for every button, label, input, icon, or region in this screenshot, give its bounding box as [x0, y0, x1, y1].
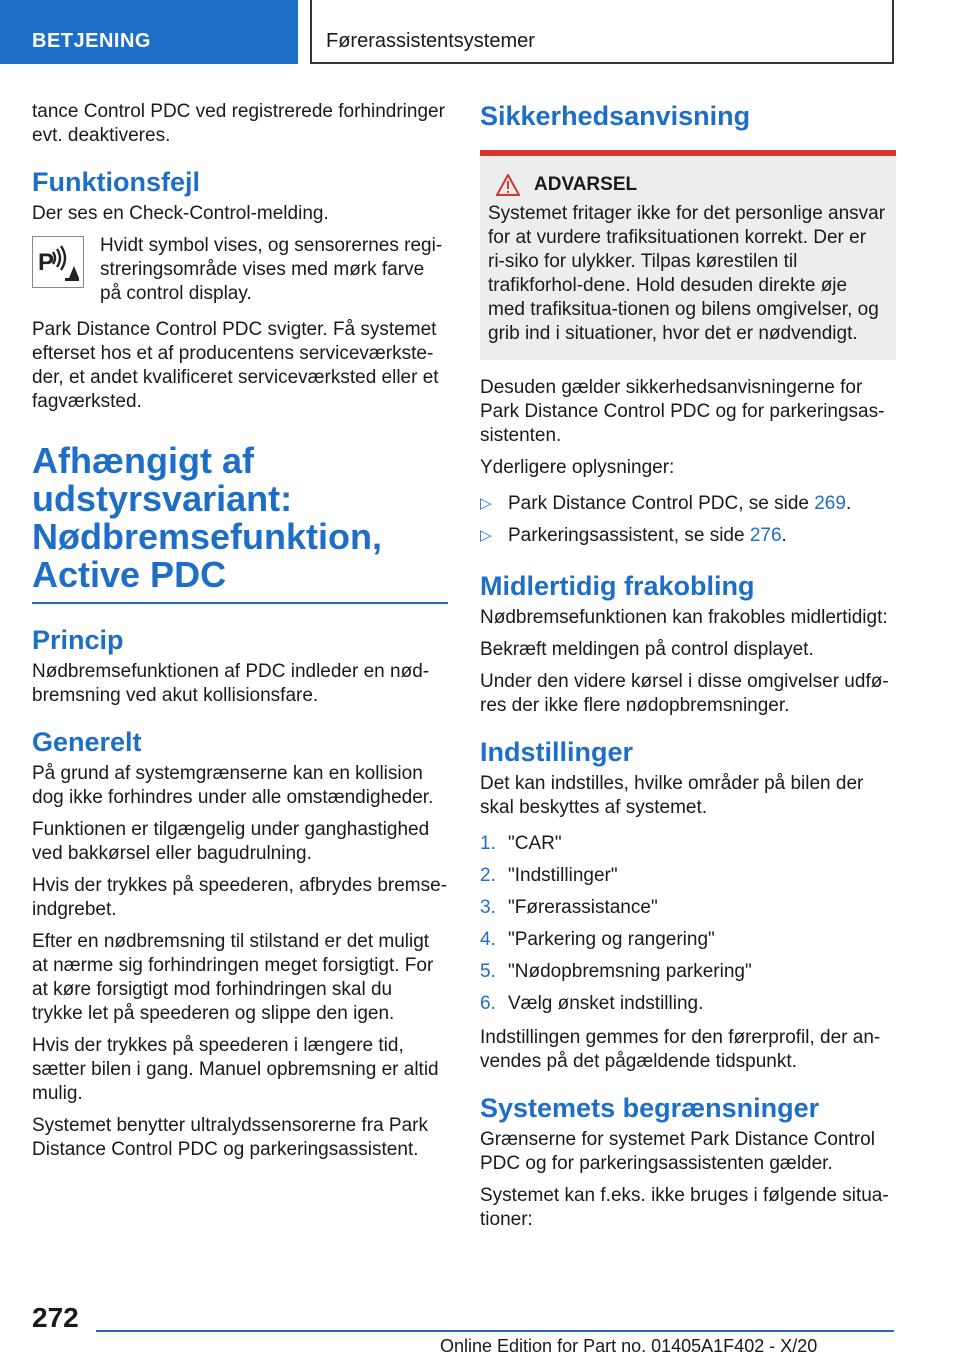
section-label: BETJENING	[32, 30, 151, 52]
page-link[interactable]: 276	[749, 525, 782, 546]
warning-text: Systemet fritager ikke for det personlige ansvar for at vurdere trafiksituationen korrekt. Der er ri-siko for ulykker. Tilpas kørestilen til trafikforhol-dene. Hold desuden direkte øje med trafiksitua-tionen og bilens omgivelser, og grib ind i situationer, hvor det er nødvendigt.	[488, 203, 886, 344]
list-item: ▷ Park Distance Control PDC, se side 269.	[480, 493, 852, 514]
paragraph: Hvis der trykkes på speederen, afbrydes bremse-indgrebet.	[32, 875, 448, 920]
page-number: 272	[32, 1302, 79, 1333]
paragraph: Efter en nødbremsning til stilstand er det muligt at nærme sig forhindringen meget forsigtigt. For at køre forsigtigt mod forhindringen skal du trykke let på speederen og slippe den igen.	[32, 931, 434, 1024]
heading-main: Afhængigt af udstyrsvariant: Nødbremsefunktion, Active PDC	[32, 442, 448, 604]
paragraph: Bekræft meldingen på control displayet.	[480, 639, 814, 660]
pdc-sensor-icon	[32, 236, 84, 288]
warning-label: ADVARSEL	[534, 174, 638, 195]
page-link[interactable]: 269	[814, 493, 846, 514]
heading-funktionsfejl: Funktionsfejl	[32, 167, 200, 197]
heading-sikkerhed: Sikkerhedsanvisning	[480, 101, 751, 131]
reference-list	[480, 488, 896, 552]
paragraph: Indstillingen gemmes for den førerprofil, der an-vendes på det pågældende tidspunkt.	[480, 1027, 881, 1072]
paragraph: Park Distance Control PDC svigter. Få systemet efterset hos et af producentens serviceværkste-der, et andet kvalificeret serviceværksted eller et fagværksted.	[32, 319, 439, 412]
list-item: 5. "Nødopbremsning parkering"	[480, 961, 752, 982]
list-item: 3. "Førerassistance"	[480, 897, 658, 918]
list-item: 2. "Indstillinger"	[480, 865, 618, 886]
list-item: ▷ Parkeringsassistent, se side 276.	[480, 525, 787, 546]
paragraph: Grænserne for systemet Park Distance Control PDC og for parkeringsassistenten gælder.	[480, 1129, 875, 1174]
paragraph: På grund af systemgrænserne kan en kollision dog ikke forhindres under alle omstændigheder.	[32, 763, 434, 808]
heading-generelt: Generelt	[32, 727, 142, 757]
heading-princip: Princip	[32, 625, 124, 655]
heading-graenser: Systemets begrænsninger	[480, 1093, 820, 1123]
paragraph: Yderligere oplysninger:	[480, 457, 675, 478]
paragraph: Nødbremsefunktionen kan frakobles midlertidigt:	[480, 607, 888, 628]
svg-text:P: P	[38, 249, 55, 276]
symbol-description: Hvidt symbol vises, og sensorernes regi-streringsområde vises med mørk farve på control display.	[100, 235, 443, 304]
warning-triangle-icon	[496, 174, 520, 196]
triangle-bullet-icon: ▷	[480, 495, 492, 512]
list-item: 6. Vælg ønsket indstilling.	[480, 993, 704, 1014]
symbol-note	[32, 234, 448, 306]
heading-frakobling: Midlertidig frakobling	[480, 571, 755, 601]
heading-indstillinger: Indstillinger	[480, 737, 634, 767]
paragraph: Nødbremsefunktionen af PDC indleder en nød-bremsning ved akut kollisionsfare.	[32, 661, 430, 706]
chapter-title: Førerassistentsystemer	[326, 30, 535, 52]
paragraph: Det kan indstilles, hvilke områder på bilen der skal beskyttes af systemet.	[480, 773, 864, 818]
triangle-bullet-icon: ▷	[480, 527, 492, 544]
right-column	[480, 100, 896, 1240]
paragraph: Systemet kan f.eks. ikke bruges i følgende situa-tioner:	[480, 1185, 889, 1230]
warning-box	[480, 150, 896, 360]
list-item: 4. "Parkering og rangering"	[480, 929, 715, 950]
paragraph: Under den videre kørsel i disse omgivelser udfø-res der ikke flere nødopbremsninger.	[480, 671, 889, 716]
paragraph: Hvis der trykkes på speederen i længere tid, sætter bilen i gang. Manuel opbremsning er altid mulig.	[32, 1035, 439, 1104]
left-column	[32, 100, 448, 1170]
chapter-header	[310, 0, 894, 64]
list-item: 1. "CAR"	[480, 833, 562, 854]
warning-header	[496, 174, 888, 196]
intro-paragraph: tance Control PDC ved registrerede forhindringer evt. deaktiveres.	[32, 101, 445, 146]
footer-edition: Online Edition for Part no. 01405A1F402 - X/20	[440, 1336, 818, 1356]
paragraph: Systemet benytter ultralydssensorerne fra Park Distance Control PDC og parkeringsassistent.	[32, 1115, 429, 1160]
section-tab	[0, 0, 298, 64]
paragraph: Desuden gælder sikkerhedsanvisningerne for Park Distance Control PDC og for parkeringsas-sistenten.	[480, 377, 885, 446]
steps-list	[480, 828, 896, 1020]
paragraph: Funktionen er tilgængelig under ganghastighed ved bakkørsel eller bagudrulning.	[32, 819, 430, 864]
paragraph: Der ses en Check-Control-melding.	[32, 203, 329, 224]
footer-divider	[96, 1330, 894, 1332]
